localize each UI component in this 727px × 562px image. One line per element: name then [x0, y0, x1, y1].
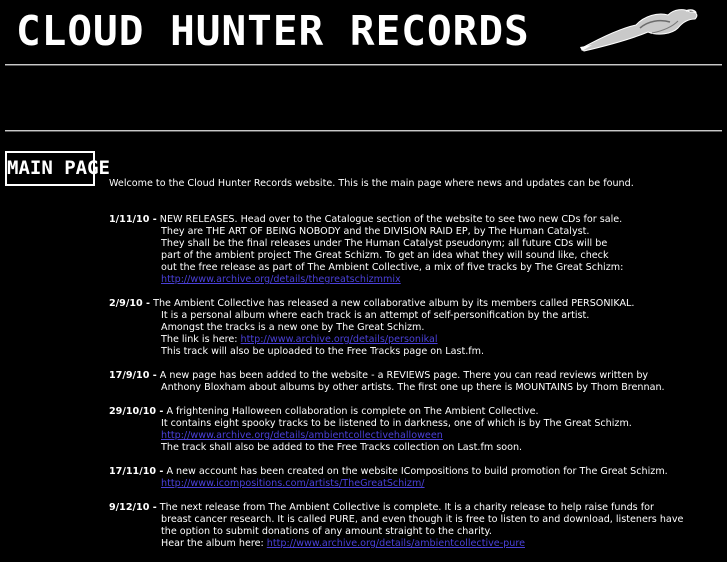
- news-post-date: 17/9/10 -: [109, 370, 157, 381]
- news-post-line: Anthony Bloxham about albums by other artists. The first one up there is MOUNTAINS by Thom Brennan.: [161, 382, 665, 393]
- news-post: [109, 370, 721, 394]
- news-post-line: out the free release as part of The Ambient Collective, a mix of five tracks by The Great Schizm:: [161, 262, 624, 273]
- news-post-link-line: [109, 538, 721, 550]
- news-post-link-line: [109, 274, 721, 286]
- news-post-date: 29/10/10 -: [109, 406, 164, 417]
- news-post-date: 2/9/10 -: [109, 298, 151, 309]
- news-post: [109, 214, 721, 286]
- news-post-line: It is a personal album where each track is an attempt of self-personification by the artist.: [161, 310, 590, 321]
- news-post-link[interactable]: http://www.archive.org/details/thegreatschizmmix: [161, 274, 401, 285]
- news-post-headline: [109, 502, 721, 514]
- news-post-date: 17/11/10 -: [109, 466, 164, 477]
- news-post-line: breast cancer research. It is called PURE, and even though it is free to listen to and download, listeners have: [161, 514, 684, 525]
- news-post: [109, 502, 721, 550]
- top-divider: [5, 64, 722, 66]
- news-post-link-line: [109, 478, 721, 490]
- news-post-link-label: Hear the album here:: [161, 538, 267, 549]
- news-list: [109, 214, 721, 550]
- news-post: [109, 406, 721, 454]
- nav-divider: [5, 130, 722, 132]
- news-post-text: The next release from The Ambient Collective is complete. It is a charity release to help raise funds for: [156, 502, 654, 513]
- site-title: CLOUD HUNTER RECORDS: [16, 7, 530, 55]
- news-post-headline: [109, 370, 721, 382]
- news-post-headline: [109, 298, 721, 310]
- news-post-date: 9/12/10 -: [109, 502, 157, 513]
- news-post-link[interactable]: http://www.archive.org/details/ambientcollectivehalloween: [161, 430, 443, 441]
- main-page-nav-button[interactable]: MAIN PAGE: [5, 151, 95, 186]
- news-content: [109, 178, 721, 562]
- news-post-line: They are THE ART OF BEING NOBODY and the DIVISION RAID EP, by The Human Catalyst.: [161, 226, 590, 237]
- news-post-link-line: [109, 334, 721, 346]
- news-post-line: This track will also be uploaded to the Free Tracks page on Last.fm.: [161, 346, 485, 357]
- news-post-link[interactable]: http://www.archive.org/details/ambientcollective-pure: [266, 538, 525, 549]
- news-post-link[interactable]: http://www.icompositions.com/artists/TheGreatSchizm/: [161, 478, 425, 489]
- news-post-line: They shall be the final releases under The Human Catalyst pseudonym; all future CDs will be: [161, 238, 608, 249]
- news-post: [109, 466, 721, 490]
- news-post-line: It contains eight spooky tracks to be listened to in darkness, one of which is by The Great Schizm.: [161, 418, 632, 429]
- news-post-link-line: [109, 430, 721, 442]
- news-post-line: part of the ambient project The Great Schizm. To get an idea what they will sound like, check: [161, 250, 609, 261]
- news-post-text: A new page has been added to the website - a REVIEWS page. There you can read reviews written by: [156, 370, 649, 381]
- news-post-line: The track shall also be added to the Free Tracks collection on Last.fm soon.: [161, 442, 523, 453]
- news-post-headline: [109, 466, 721, 478]
- news-post-link-label: The link is here:: [161, 334, 241, 345]
- news-post-date: 1/11/10 -: [109, 214, 157, 225]
- news-post: [109, 298, 721, 358]
- news-post-link[interactable]: http://www.archive.org/details/personikal: [240, 334, 438, 345]
- news-post-line: Amongst the tracks is a new one by The Great Schizm.: [161, 322, 425, 333]
- news-post-text: A new account has been created on the website ICompositions to build promotion for The Great Schizm.: [163, 466, 668, 477]
- news-post-headline: [109, 406, 721, 418]
- intro-text: Welcome to the Cloud Hunter Records website. This is the main page where news and updates can be found.: [109, 178, 634, 189]
- news-post-line: the option to submit donations of any amount straight to the charity.: [161, 526, 492, 537]
- news-post-text: A frightening Halloween collaboration is complete on The Ambient Collective.: [163, 406, 539, 417]
- news-post-headline: [109, 214, 721, 226]
- news-post-text: The Ambient Collective has released a new collaborative album by its members called PERSONIKAL.: [150, 298, 635, 309]
- cloud-bird-logo-icon: [574, 6, 700, 56]
- news-post-text: NEW RELEASES. Head over to the Catalogue section of the website to see two new CDs for sale.: [156, 214, 623, 225]
